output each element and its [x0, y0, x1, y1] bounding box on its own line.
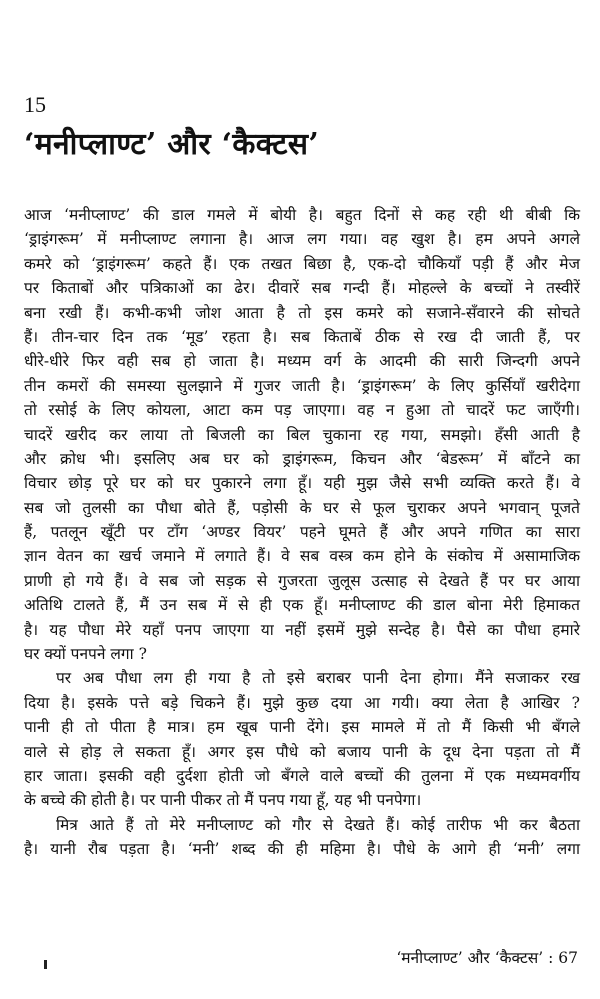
- text-line: चादरें खरीद कर लाया तो बिजली का बिल चुकाना रह गया, समझो। हँसी आती है: [24, 425, 580, 444]
- text-line: पर अब पौधा लग ही गया है तो इसे बराबर पानी देना होगा। मैंने सजाकर रख: [56, 669, 580, 688]
- chapter-title: ‘मनीप्लाण्ट’ और ‘कैक्टस’: [24, 127, 320, 162]
- body-text: [24, 203, 580, 862]
- text-line: के बच्चे की होती है। पर पानी पीकर तो मैं पनप गया हूँ, यह भी पनपेगा।: [24, 791, 422, 810]
- text-line: हैं। तीन-चार दिन तक ‘मूड’ रहता है। सब किताबें ठीक से रख दी जाती हैं, पर: [24, 327, 580, 346]
- text-line: है। यानी रौब पड़ता है। ‘मनी’ शब्द की ही महिमा है। पौधे के आगे ही ‘मनी’ लगा: [24, 840, 580, 859]
- text-line: दिया है। इसके पत्ते बड़े चिकने हैं। मुझे कुछ दया आ गयी। क्या लेता है आखिर ?: [24, 693, 580, 712]
- text-line: है। यह पौधा मेरे यहाँ पनप जाएगा या नहीं इसमें मुझे सन्देह है। पैसे का पौधा हमारे: [24, 620, 580, 639]
- text-line: कमरे को ‘ड्राइंगरूम’ कहते हैं। एक तखत बिछा है, एक-दो चौकियाँ पड़ी हैं और मेज: [24, 254, 580, 273]
- text-line: सब जो तुलसी का पौधा बोते हैं, पड़ोसी के घर से फूल चुराकर अपने भगवान् पूजते: [24, 498, 580, 517]
- text-line: तो रसोई के लिए कोयला, आटा कम पड़ जाएगा। वह न हुआ तो चादरें फट जाएँगी।: [24, 401, 580, 420]
- text-line: विचार छोड़ पूरे घर को घर पुकारने लगा हूँ। यही मुझ जैसे सभी व्यक्ति करते हैं। वे: [24, 474, 580, 493]
- text-line: धीरे-धीरे फिर वही सब हो जाता है। मध्यम वर्ग के आदमी की सारी जिन्दगी अपने: [24, 352, 580, 371]
- chapter-number: 15: [24, 92, 46, 117]
- text-line: घर क्यों पनपने लगा ?: [24, 645, 147, 664]
- text-line: हैं, पतलून खूँटी पर टाँग ‘अण्डर वियर’ पहने घूमते हैं और अपने गणित का सारा: [24, 523, 580, 542]
- text-line: ‘ड्राइंगरूम’ में मनीप्लाण्ट लगाना है। आज लग गया। वह खुश है। हम अपने अगले: [24, 230, 580, 249]
- text-line: हार जाता। इसकी वही दुर्दशा होती जो बँगले वाले बच्चों की तुलना में एक मध्यमवर्गीय: [24, 766, 580, 785]
- text-line: बना रखी हैं। कभी-कभी जोश आता है तो इस कमरे को सजाने-सँवारने की सोचते: [24, 303, 580, 322]
- page-mark: [44, 960, 47, 969]
- text-line: वाले से होड़ ले सकता हूँ। अगर इस पौधे को बजाय पानी के दूध देना पड़ता तो मैं: [24, 742, 580, 761]
- text-line: अतिथि टालते हैं, मैं उन सब में से ही एक हूँ। मनीप्लाण्ट की डाल बोना मेरी हिमाकत: [24, 596, 580, 615]
- text-line: और क्रोध भी। इसलिए अब घर को ड्राइंगरूम, किचन और ‘बेडरूम’ में बाँटने का: [24, 449, 580, 468]
- text-line: तीन कमरों की समस्या सुलझाने में गुजर जाती है। ‘ड्राइंगरूम’ के लिए कुर्सियाँ खरीदेगा: [24, 376, 580, 395]
- text-line: आज ‘मनीप्लाण्ट’ की डाल गमले में बोयी है। बहुत दिनों से कह रही थी बीबी कि: [24, 206, 580, 224]
- text-line: पानी ही तो पीता है मात्र। हम खूब पानी देंगे। इस मामले में तो मैं किसी भी बँगले: [24, 718, 580, 737]
- running-footer: ‘मनीप्लाण्ट’ और ‘कैक्टस’ : 67: [396, 949, 578, 967]
- text-line: प्राणी हो गये हैं। वे सब जो सड़क से गुजरता जुलूस उत्साह से देखते हैं पर घर आया: [24, 571, 580, 590]
- text-line: ज्ञान वेतन का खर्च जमाने में लगाते हैं। वे सब वस्त्र कम होने के संकोच में असामाजिक: [24, 547, 580, 566]
- text-line: मित्र आते हैं तो मेरे मनीप्लाण्ट को गौर से देखते हैं। कोई तारीफ भी कर बैठता: [56, 815, 580, 834]
- text-line: पर किताबों और पत्रिकाओं का ढेर। दीवारें सब गन्दी हैं। मोहल्ले के बच्चों ने तस्वीरें: [24, 279, 580, 298]
